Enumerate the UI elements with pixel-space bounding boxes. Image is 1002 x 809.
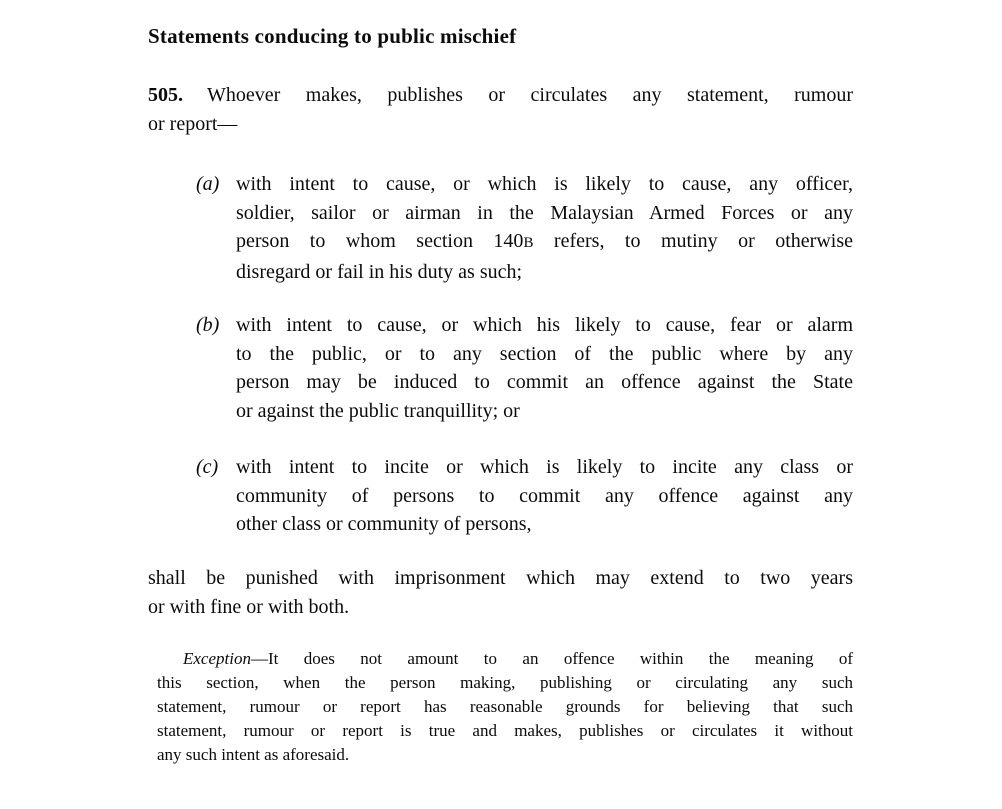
clause-c-line-3: other class or community of persons, [236,513,532,535]
clause-a-marker: (a) [196,173,220,195]
exception-line-5: any such intent as aforesaid. [157,745,350,764]
clause-c-line-1: with intent to incite or which is likely to incite any class or [236,456,853,478]
closing-line-1: shall be punished with imprisonment which may extend to two years [148,567,853,589]
clause-b [196,311,853,425]
exception-line-1 [157,647,853,671]
exception-line-4: statement, rumour or report is true and makes, publishes or circulates it without [157,721,853,740]
clause-b-line-2: to the public, or to any section of the public where by any [236,342,853,365]
exception-paragraph [157,647,853,767]
clause-a-line-4: disregard or fail in his duty as such; [236,260,523,283]
clause-c [196,453,853,539]
opening-line-1 [148,81,853,110]
clause-a [196,170,853,286]
clause-a-line-3-before: person to whom section 140 [236,230,524,252]
exception-line-3: statement, rumour or report has reasonable grounds for believing that such [157,697,853,716]
opening-line-2: or report— [148,112,238,135]
clause-a-line-3-after: refers, to mutiny or otherwise [533,230,853,252]
section-opening-paragraph [148,81,853,138]
exception-label: Exception [183,649,251,668]
closing-line-2: or with fine or with both. [148,595,350,618]
opening-line-1-text: Whoever makes, publishes or circulates any statement, rumour [207,84,853,106]
section-closing-paragraph [148,564,853,621]
exception-line-1-rest: —It does not amount to an offence within the meaning of [250,649,853,668]
clause-c-line-2: community of persons to commit any offence against any [236,484,853,507]
clause-b-line-4: or against the public tranquillity; or [236,399,520,422]
clause-a-line-1: with intent to cause, or which is likely to cause, any officer, [236,173,853,195]
section-heading: Statements conducing to public mischief [148,24,517,48]
section-number: 505. [148,84,183,106]
exception-line-2: this section, when the person making, publishing or circulating any such [157,673,853,692]
clause-b-marker: (b) [196,314,220,336]
clause-b-line-3: person may be induced to commit an offence against the State [236,371,853,393]
section-140b-smallcap: B [523,235,534,251]
clause-b-line-1: with intent to cause, or which his likely to cause, fear or alarm [236,314,853,336]
clause-c-marker: (c) [196,456,219,478]
clause-a-line-2: soldier, sailor or airman in the Malaysian Armed Forces or any [236,201,853,224]
clause-a-line-3 [236,227,853,258]
